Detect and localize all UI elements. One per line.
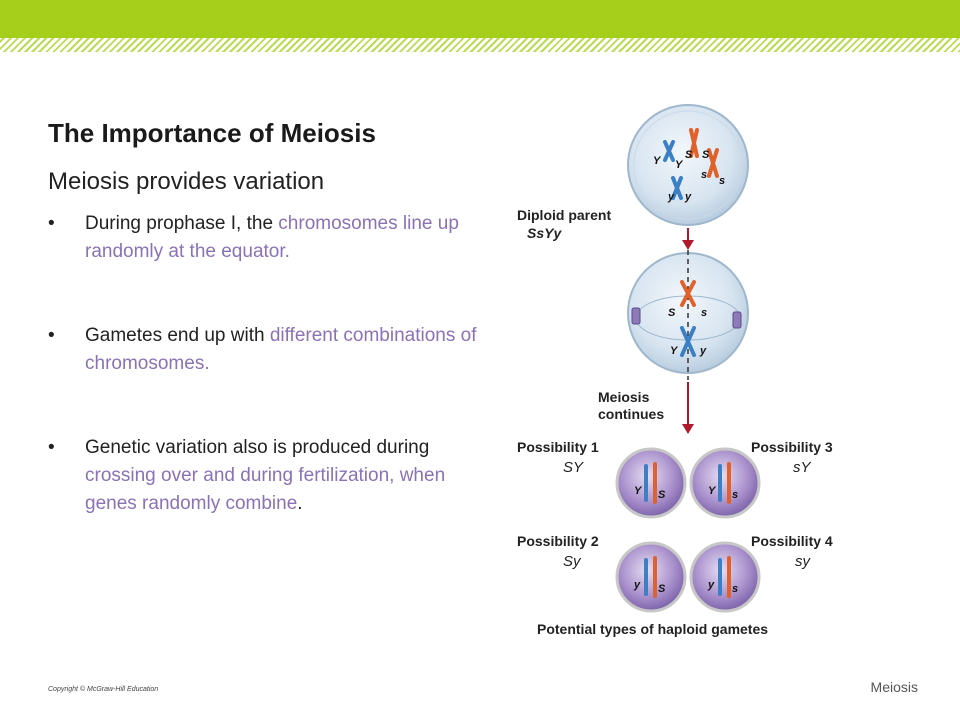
allele-label: s — [732, 489, 739, 501]
bullet-list — [48, 210, 488, 518]
allele-label: S — [658, 583, 666, 595]
possibility-3-genotype: sY — [793, 459, 811, 476]
allele-label: s — [719, 175, 726, 187]
allele-label: Y — [675, 159, 683, 171]
allele-label: S — [668, 307, 676, 319]
bullet-text-end: . — [297, 493, 303, 514]
continues-label-2: continues — [598, 406, 665, 422]
allele-label: S — [685, 149, 693, 161]
allele-label: y — [700, 345, 707, 357]
allele-label: Y — [653, 155, 661, 167]
meiosis-diagram — [505, 100, 865, 645]
bullet-highlight: different combinations of chromosomes. — [85, 325, 477, 374]
top-stripe-band — [0, 38, 960, 52]
bullet-dot: • — [48, 437, 55, 458]
bullet-item-1 — [48, 210, 488, 266]
gamete-cell — [617, 543, 685, 611]
copyright-notice: Copyright © McGraw-Hill Education — [48, 686, 159, 693]
allele-label: s — [701, 307, 708, 319]
possibility-3-label: Possibility 3 — [751, 439, 833, 455]
down-arrow — [682, 228, 694, 250]
allele-label: y — [708, 579, 715, 591]
allele-label: S — [702, 149, 710, 161]
allele-label: y — [668, 191, 675, 203]
parent-genotype: SsYy — [527, 225, 562, 241]
allele-label: y — [685, 191, 692, 203]
possibility-4-genotype: sy — [795, 553, 810, 570]
possibility-2-genotype: Sy — [563, 553, 581, 570]
bullet-item-3 — [48, 434, 488, 518]
gamete-cell — [691, 449, 759, 517]
slide-title: The Importance of Meiosis — [48, 118, 376, 148]
bullet-text: Gametes end up with — [85, 325, 270, 346]
down-arrow — [682, 382, 694, 434]
bullet-item-2 — [48, 322, 488, 378]
bullet-highlight: crossing over and during fertilization, when genes randomly combine — [85, 465, 446, 514]
gamete-cell — [691, 543, 759, 611]
parent-label: Diploid parent — [517, 207, 612, 223]
possibility-1-genotype: SY — [563, 459, 584, 476]
metaphase-cell — [628, 250, 748, 380]
allele-label: Y — [634, 485, 642, 497]
possibility-2-label: Possibility 2 — [517, 533, 599, 549]
continues-label-1: Meiosis — [598, 389, 650, 405]
diagram-caption: Potential types of haploid gametes — [537, 621, 769, 637]
bullet-dot: • — [48, 325, 55, 346]
slide-subtitle: Meiosis provides variation — [48, 168, 325, 195]
possibility-1-label: Possibility 1 — [517, 439, 599, 455]
allele-label: S — [658, 489, 666, 501]
bullet-text: During prophase I, the — [85, 213, 279, 234]
allele-label: s — [701, 169, 708, 181]
allele-label: Y — [670, 345, 678, 357]
gamete-cell — [617, 449, 685, 517]
parent-cell — [628, 105, 748, 225]
bullet-dot: • — [48, 213, 55, 234]
allele-label: y — [634, 579, 641, 591]
allele-label: s — [732, 583, 739, 595]
top-accent-bar — [0, 0, 960, 38]
footer-topic: Meiosis — [870, 679, 918, 695]
bullet-highlight: chromosomes line up randomly at the equator. — [85, 213, 459, 262]
bullet-text: Genetic variation also is produced during — [85, 437, 430, 458]
possibility-4-label: Possibility 4 — [751, 533, 833, 549]
allele-label: Y — [708, 485, 716, 497]
